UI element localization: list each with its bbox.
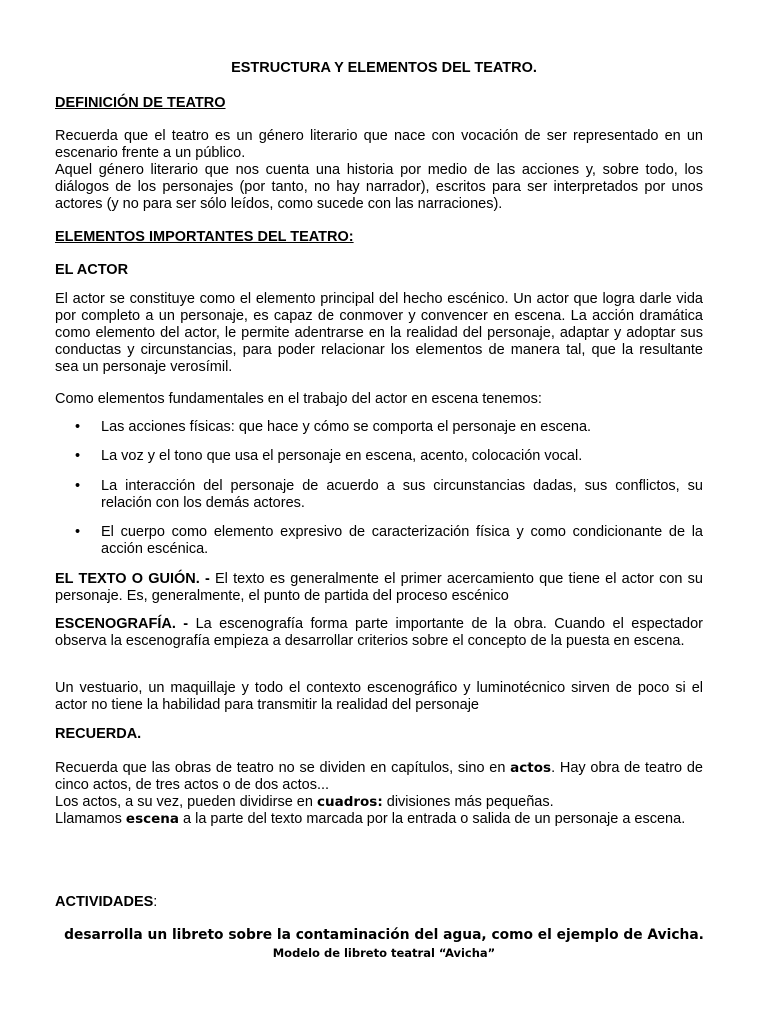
recuerda-heading: RECUERDA. bbox=[55, 726, 142, 742]
definition-paragraph bbox=[55, 128, 703, 213]
bullet-icon: • bbox=[75, 419, 81, 435]
term-escena: escena bbox=[125, 811, 179, 827]
scenography-paragraph-2: Un vestuario, un maquillaje y todo el contexto escenográfico y luminotécnico sirven de poco si el actor no tiene la habilidad para transmitir la realidad del personaje bbox=[55, 680, 703, 713]
recuerda-text: Recuerda que las obras de teatro no se dividen en capítulos, sino en bbox=[55, 760, 511, 776]
model-title: Modelo de libreto teatral “Avicha” bbox=[272, 946, 496, 960]
activity-instruction: desarrolla un libreto sobre la contaminación del agua, como el ejemplo de Avicha. bbox=[64, 927, 704, 943]
bullet-icon: • bbox=[75, 448, 81, 464]
definition-text-1: Recuerda que el teatro es un género literario que nace con vocación de ser representado en un escenario frente a un público. bbox=[55, 128, 703, 161]
text-guion-paragraph bbox=[55, 571, 703, 605]
recuerda-text: Los actos, a su vez, pueden dividirse en bbox=[55, 794, 317, 810]
recuerda-line-3 bbox=[55, 811, 703, 828]
document-title: ESTRUCTURA Y ELEMENTOS DEL TEATRO. bbox=[231, 60, 537, 76]
recuerda-text: a la parte del texto marcada por la entrada o salida de un personaje a escena. bbox=[179, 811, 686, 827]
list-item-text: La voz y el tono que usa el personaje en escena, acento, colocación vocal. bbox=[101, 448, 583, 464]
elements-heading: ELEMENTOS IMPORTANTES DEL TEATRO: bbox=[55, 229, 354, 245]
scenography-paragraph bbox=[55, 616, 703, 650]
recuerda-paragraph bbox=[55, 760, 703, 828]
recuerda-line-1 bbox=[55, 760, 703, 794]
definition-text-2: Aquel género literario que nos cuenta una historia por medio de las acciones y, sobre todo, los diálogos de los personajes (por tanto, no hay narrador), escritos para ser interpretados por unos actores (y no para ser sólo leídos, como sucede con las narraciones). bbox=[55, 162, 703, 212]
recuerda-text: Llamamos bbox=[55, 811, 126, 827]
recuerda-line-2 bbox=[55, 794, 703, 811]
list-item-text: Las acciones físicas: que hace y cómo se comporta el personaje en escena. bbox=[101, 419, 592, 435]
list-item-text: La interacción del personaje de acuerdo a sus circunstancias dadas, sus conflictos, su relación con los demás actores. bbox=[101, 478, 703, 511]
scenography-label: ESCENOGRAFÍA. - bbox=[55, 616, 189, 632]
activities-heading-text: ACTIVIDADES bbox=[55, 894, 154, 910]
term-actos: actos bbox=[510, 760, 552, 776]
term-cuadros: cuadros: bbox=[316, 794, 383, 810]
activities-colon: : bbox=[153, 894, 158, 910]
actor-paragraph: El actor se constituye como el elemento principal del hecho escénico. Un actor que logra darle vida por completo a un personaje, es capaz de conmover y convencer en escena. La acción dramática como elemento del actor, le permite adentrarse en la realidad del personaje, adaptar y adoptar sus conductas y circunstancias, para poder relacionar los elementos de manera tal, que la resultante sea un personaje verosímil. bbox=[55, 291, 703, 375]
recuerda-text: divisiones más pequeñas. bbox=[382, 794, 554, 810]
definition-heading: DEFINICIÓN DE TEATRO bbox=[55, 95, 226, 111]
activities-heading bbox=[55, 894, 157, 910]
list-item-text: El cuerpo como elemento expresivo de caracterización física y como condicionante de la acción escénica. bbox=[101, 524, 703, 557]
scenography-body: La escenografía forma parte importante de la obra. Cuando el espectador observa la escenografía empieza a desarrollar criterios sobre el concepto de la puesta en escena. bbox=[55, 616, 704, 649]
bullet-icon: • bbox=[75, 478, 81, 494]
actor-elements-intro: Como elementos fundamentales en el trabajo del actor en escena tenemos: bbox=[55, 391, 542, 407]
bullet-icon: • bbox=[75, 524, 81, 540]
actor-heading: EL ACTOR bbox=[55, 262, 129, 278]
text-guion-body: El texto es generalmente el primer acercamiento que tiene el actor con su personaje. Es, generalmente, el punto de partida del proceso escénico bbox=[55, 571, 703, 604]
recuerda-text: . Hay obra de teatro de cinco actos, de tres actos o de dos actos... bbox=[55, 760, 703, 793]
text-guion-label: EL TEXTO O GUIÓN. - bbox=[55, 571, 210, 587]
